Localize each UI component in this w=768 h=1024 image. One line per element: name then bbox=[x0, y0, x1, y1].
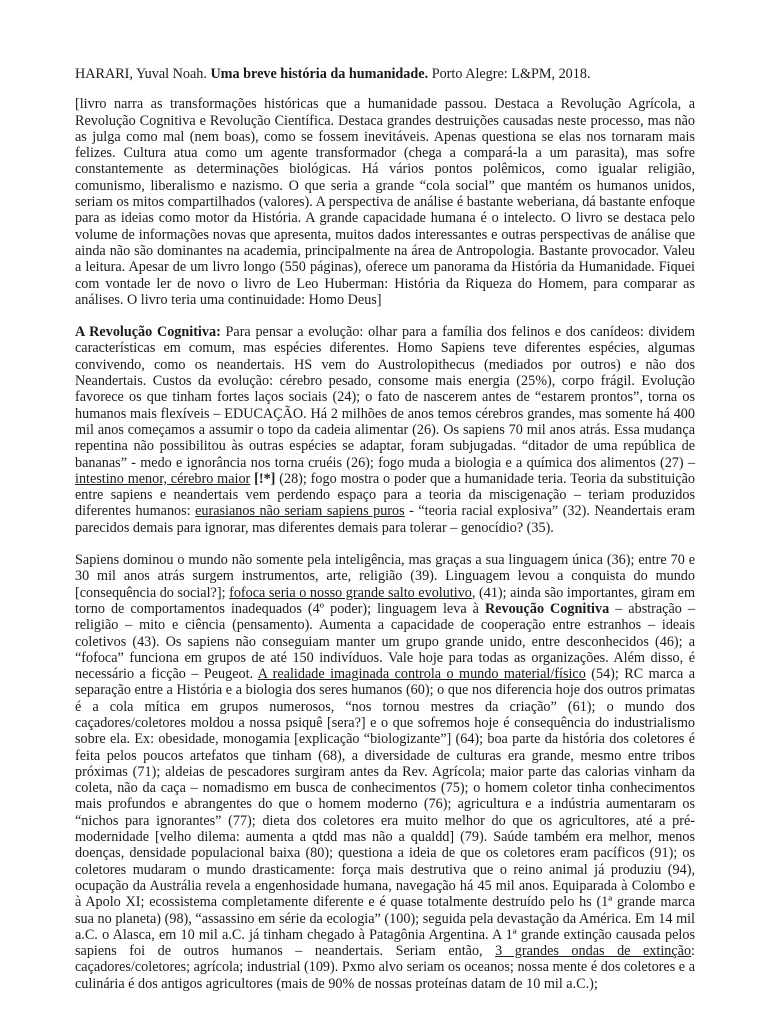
section-cognitive-revolution bbox=[75, 324, 695, 536]
citation bbox=[75, 66, 695, 82]
underlined-phrase: intestino menor, cérebro maior bbox=[75, 470, 251, 487]
section-language-paragraph bbox=[75, 552, 695, 992]
section-text: Sapiens dominou o mundo não somente pela inteligência, mas graças a sua linguagem única (36); entre 70 e 30 mil anos atrás surgem instrumentos, arte, religião (39). Linguagem levou a conquista do mundo [consequência do social?]; bbox=[75, 552, 695, 601]
section-text: Para pensar a evolução: olhar para a família dos felinos e dos canídeos: dividem características em comum, mas espécies diferentes. Homo Sapiens teve diferentes espécies, algumas convivendo, como os neandertais. HS vem do Austrolopithecus (mediados por outros) e não dos Neandertais. Custos da evolução: cérebro pesado, consome mais energia (25%), corpo frágil. Evolução favorece os que tinham fortes laços sociais (24); o fato de nascerem antes de “estarem prontos”, torna os humanos mais flexíveis – EDUCAÇÃO. Há 2 milhões de anos temos cérebros grandes, mas somente há 400 mil anos começamos a assumir o topo da cadeia alimentar (26). Os sapiens 70 mil anos atrás. Essa mudança repentina não possibilitou às outras espécies se adaptar, foram subjugadas. “ditador de uma república de bananas” - medo e ignorância nos torna cruéis (26); fogo muda a biologia e a química dos alimentos (27) – bbox=[75, 324, 695, 471]
section-text: - “teoria racial explosiva” (32). Neandertais eram parecidos demais para ignorar, mas diferentes demais para tolerar – genocídio? (35). bbox=[75, 503, 695, 536]
document-page bbox=[75, 66, 695, 1008]
annotation-mark: [!*] bbox=[254, 470, 276, 487]
section-text: – abstração – religião – mito e ciência (pensamento). Aumenta a capacidade de cooperação entre estranhos – ideais coletivos (43). Os sapiens não conseguiam manter um grupo grande unido, entre desconhecidos (46); a “fofoca” funciona em grupos de até 150 indivíduos. Vale hoje para todas as organizações. Além disso, é necessário a ficção – Peugeot. bbox=[75, 600, 695, 683]
section-text: (28); fogo mostra o poder que a humanidade teria. Teoria da substituição entre sapiens e neandertais vem perdendo espaço para a teoria da miscigenação – teriam produzidos diferentes humanos: bbox=[75, 470, 696, 520]
citation-title: Uma breve história da humanidade. bbox=[210, 66, 429, 82]
section-heading: A Revolução Cognitiva: bbox=[75, 324, 221, 341]
underlined-phrase: fofoca seria o nosso grande salto evolutivo bbox=[229, 584, 472, 601]
underlined-phrase: A realidade imaginada controla o mundo material/físico bbox=[257, 666, 586, 683]
citation-publisher: Porto Alegre: L&PM, 2018. bbox=[431, 66, 591, 82]
section-text: : caçadores/coletores; agrícola; industrial (109). Pxmo alvo seriam os oceanos; nossa mente é dos coletores e a culinária é dos antigos agricultores (mais de 90% de nossas proteínas datam de 10 mil a.C.); bbox=[75, 943, 695, 992]
section-text: (54); RC marca a separação entre a História e a biologia dos seres humanos (60); o que nos diferencia hoje dos outros primatas é a cola mítica em grupos numerosos, “nos tornou mestres da criação” (61); o mundo dos caçadores/coletores moldou a nossa psiquê [sera?] e o que sofremos hoje é consequência do industrialismo sobre ela. Ex: obesidade, monogamia [explicação “biologizante”] (64); boa parte da história dos coletores é feita pelos poucos artefatos que tinham (68), a diversidade de culturas era grande, mesmo entre tribos próximas (71); aldeias de pescadores surgiram antes da Rev. Agrícola; maior parte das calorias vinham da coleta, não da caça – nomadismo em busca de conhecimentos (75); o homem coletor tinha conhecimentos mais profundos e abrangentes do que o homem moderno (76); agricultura e a indústria aumentaram os “nichos para ignorantes” (77); dieta dos coletores era muito melhor do que os agricultores, até a pré-modernidade [velho dilema: aumenta a qtdd mas não a qualdd] (79). Saúde também era melhor, menos doenças, densidade populacional baixa (80); questiona a ideia de que os coletores eram pacíficos (91); os coletores mudaram o mundo drasticamente: força mais destrutiva que o reino animal já produziu (94), ocupação da Austrália revela a engenhosidade humana, navegação há 45 mil anos. Equiparada à Colombo e à Apolo XI; ecossistema completamente diferente e é quase totalmente destruído pelo hs (1ª grande marca sua no planeta) (98), “assassino em série da ecologia” (100); seguida pela devastação da América. Em 14 mil a.C. o Alasca, em 10 mil a.C. já tinham chegado à Patagônia Argentina. A 1ª grande extinção causada pelos sapiens foi de outros humanos – neandertais. Seriam então, bbox=[75, 666, 696, 960]
citation-author: HARARI, Yuval Noah. bbox=[75, 66, 207, 82]
underlined-phrase: 3 grandes ondas de extinção bbox=[495, 943, 692, 960]
bold-term: Revoução Cognitiva bbox=[484, 600, 610, 617]
underlined-phrase: eurasianos não seriam sapiens puros bbox=[195, 503, 405, 520]
section-text: , (41); ainda são importantes, giram em torno de comportamentos inadequados (4º poder); linguagem leva à bbox=[75, 584, 696, 617]
summary-paragraph: [livro narra as transformações históricas que a humanidade passou. Destaca a Revolução Agrícola, a Revolução Cognitiva e Revolução Científica. Destaca grandes destruições causadas neste processo, mas não as julga como mal (nem boas), como se fossem inevitáveis. Apenas questiona se elas nos tornaram mais felizes. Cultura atua como um agente transformador (chega a compará-la a um parasita), mas sofre constantemente as determinações biológicas. Há vários pontos polêmicos, como igualar religião, comunismo, liberalismo e nazismo. O que seria a grande “cola social” que mantém os humanos unidos, seriam os mitos compartilhados (valores). A perspectiva de análise é bastante weberiana, dá bastante enfoque para as ideias como motor da História. A grande capacidade humana é o intelecto. O livro se destaca pelo volume de informações novas que apresenta, muitos dados interessantes e outras perspectivas de análise que ainda não são dominantes na academia, principalmente na área de Antropologia. Bastante provocador. Valeu a leitura. Apesar de um livro longo (550 páginas), oferece um panorama da História da Humanidade. Fiquei com vontade ler de novo o livro de Leo Huberman: História da Riqueza do Homem, para comparar as análises. O livro teria uma continuidade: Homo Deus] bbox=[75, 96, 695, 308]
